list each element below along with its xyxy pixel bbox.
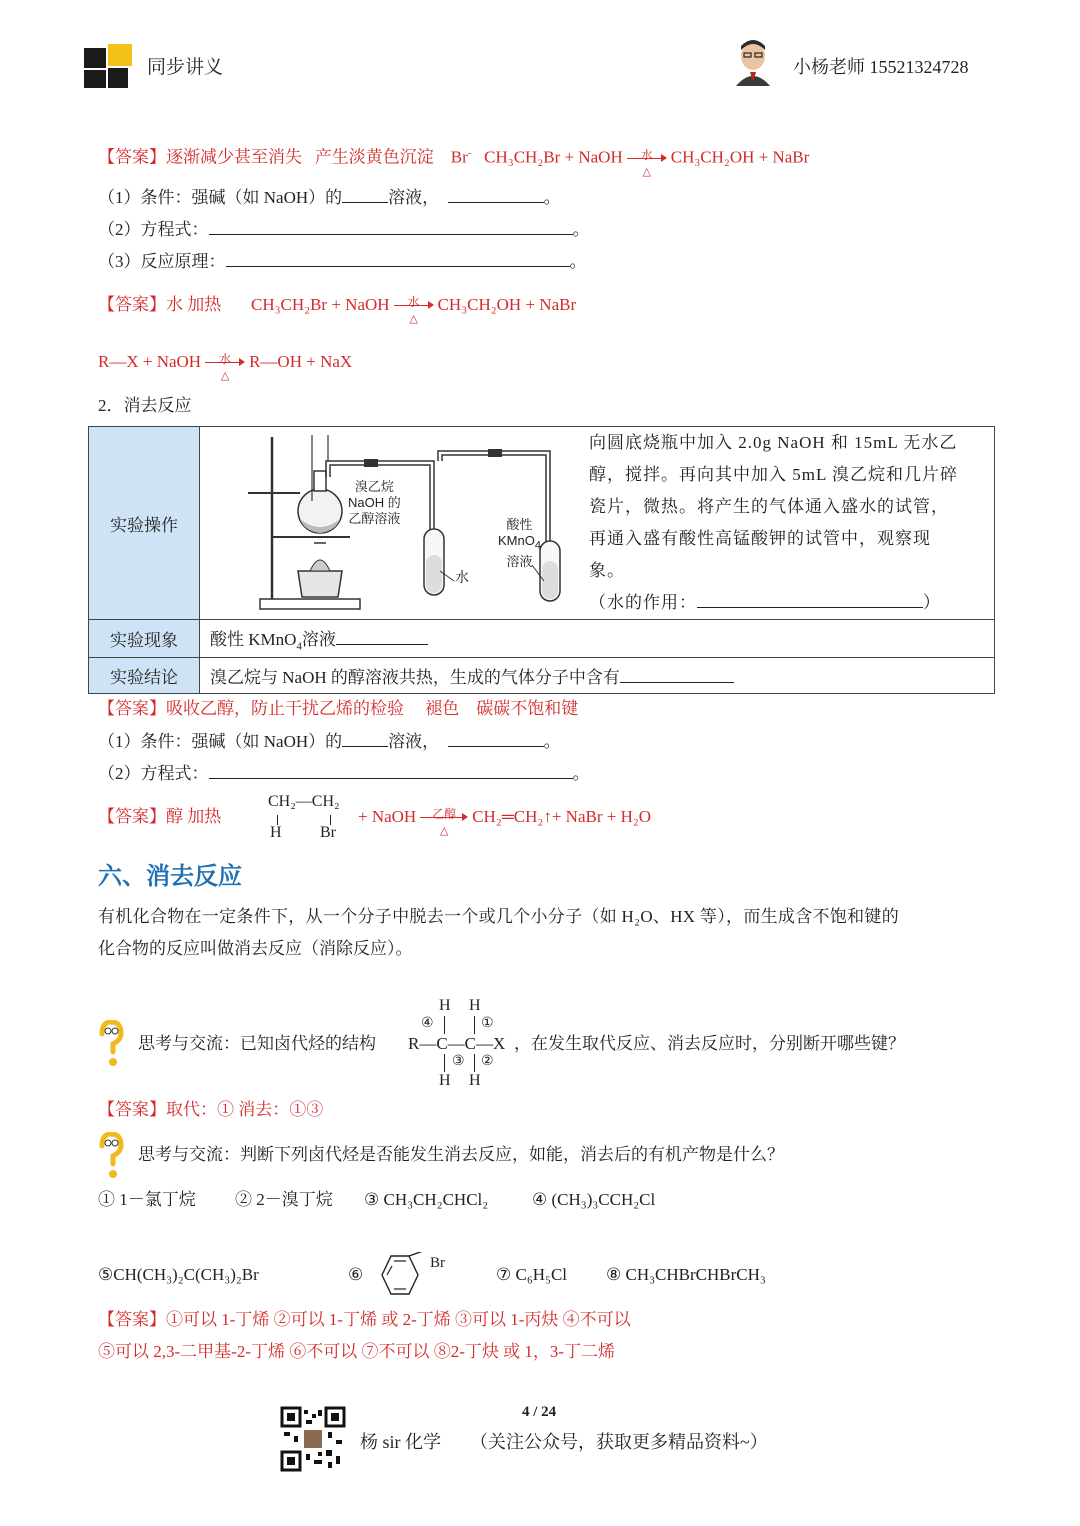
answer-3: 【答案】吸收乙醇，防止干扰乙烯的检验 褪色 碳碳不饱和键 <box>98 699 579 718</box>
answer-1 <box>98 141 810 178</box>
section-title: 六、消去反应 <box>98 863 242 890</box>
answer-6-line2: ⑤可以 2,3-二甲基-2-丁烯 ⑥不可以 ⑦不可以 ⑧2-丁炔 或 1，3-丁二烯 <box>98 1342 616 1361</box>
struct-br: Br <box>320 824 336 841</box>
subsection-title: 2．消去反应 <box>98 396 192 415</box>
row-label: 实验结论 <box>89 658 200 694</box>
definition-line: 有机化合物在一定条件下，从一个分子中脱去一个或几个小分子（如 H₂O、HX 等），而生成含不饱和键的 <box>98 907 900 926</box>
question-line: （2）方程式： 。 <box>98 217 590 242</box>
apparatus-label-kmno4: 酸性 KMnO$_4$ 溶液 <box>498 517 541 569</box>
definition-line: 化合物的反应叫做消去反应（消除反应）。 <box>98 939 413 958</box>
reaction-arrow: 水 △ <box>205 351 245 375</box>
list-item: ⑥ <box>348 1265 364 1284</box>
struct-formula: CH₂—CH₂ <box>268 793 340 810</box>
list-item: ⑤CH(CH₃)₂C(CH₃)₂Br <box>98 1265 259 1284</box>
question-line: （1）条件：强碱（如 NaOH）的 溶液， 。 <box>98 185 561 210</box>
br-label: Br <box>430 1255 445 1271</box>
answer-5: 【答案】取代：① 消去：①③ <box>98 1100 324 1119</box>
think-question: 思考与交流：判断下列卤代烃是否能发生消去反应，如能，消去后的有机产物是什么？ <box>138 1145 784 1164</box>
equation-right: CH₃CH₂OH + NaBr <box>670 147 810 167</box>
question-line: （3）反应原理： 。 <box>98 249 587 274</box>
row-label: 实验操作 <box>89 427 200 620</box>
struct-h: H <box>270 824 282 841</box>
header-teacher: 小杨老师 15521324728 <box>793 57 969 77</box>
row-label: 实验现象 <box>89 620 200 658</box>
answer-text: 产生淡黄色沉淀 <box>314 147 434 167</box>
teacher-avatar-icon <box>732 38 774 86</box>
answer-tag: 【答案】 <box>98 147 166 167</box>
apparatus-label-water: 水 <box>455 569 469 585</box>
logo-icon <box>82 42 136 90</box>
list-item: ① 1－氯丁烷 <box>98 1190 196 1209</box>
ion: Br <box>450 147 468 167</box>
row-content: 酸性 KMnO$_4$溶液 <box>200 620 995 658</box>
thinking-icon <box>96 1020 126 1068</box>
list-item: ② 2－溴丁烷 <box>235 1190 333 1209</box>
page-number: 4 / 24 <box>522 1404 557 1420</box>
answer-2: 【答案】水 加热 CH₃CH₂Br + NaOH 水 △ CH₃CH₂OH + NaBr <box>98 295 577 326</box>
think-suffix: ，在发生取代反应、消去反应时，分别断开哪些键？ <box>514 1034 905 1053</box>
question-line: （1）条件：强碱（如 NaOH）的 溶液， 。 <box>98 729 561 754</box>
apparatus-label-flask: 溴乙烷 NaOH 的 乙醇溶液 <box>348 479 401 526</box>
list-item: ③ CH₃CH₂CHCl₂ <box>364 1190 489 1209</box>
experiment-table <box>88 426 995 694</box>
answer-6-line1: 【答案】①可以 1-丁烯 ②可以 1-丁烯 或 2-丁烯 ③可以 1-丙炔 ④不可以 <box>98 1310 631 1329</box>
ion-charge: - <box>467 147 472 159</box>
row-content: 溴乙烷与 NaOH 的醇溶液共热，生成的气体分子中含有 <box>200 658 995 694</box>
footer-brand: 杨 sir 化学 <box>360 1432 441 1452</box>
answer-text: 逐渐减少甚至消失 <box>166 147 302 167</box>
qr-code-icon <box>280 1406 346 1472</box>
thinking-icon <box>96 1132 126 1180</box>
reaction-arrow: 水 △ <box>394 294 434 318</box>
reaction-arrow: 水 △ <box>627 147 667 171</box>
equation-left: CH₃CH₂Br + NaOH <box>484 147 623 167</box>
bromobenzene-structure <box>370 1252 432 1298</box>
think-prefix: 思考与交流：已知卤代烃的结构 <box>138 1034 376 1053</box>
question-line: （2）方程式： 。 <box>98 761 590 786</box>
footer-slogan: （关注公众号，获取更多精品资料~） <box>470 1432 768 1452</box>
list-item: ④ (CH₃)₃CCH₂Cl <box>532 1190 656 1209</box>
header-title: 同步讲义 <box>147 57 224 78</box>
list-item: ⑧ CH₃CHBrCHBrCH₃ <box>606 1265 766 1284</box>
reaction-arrow: 乙醇 △ <box>420 806 468 830</box>
general-equation: R—X + NaOH 水 △ R—OH + NaX <box>98 352 353 383</box>
experiment-description: 向圆底烧瓶中加入 2.0g NaOH 和 15mL 无水乙 醇，搅拌。再向其中加入 5mL 溴乙烷和几片碎 瓷片，微热。将产生的气体通入盛水的试管， 再通入盛有酸性高锰酸钾的试管中，观察现 象。 （水的作用： ） <box>589 433 958 612</box>
list-item: ⑦ C₆H₅Cl <box>496 1265 568 1284</box>
